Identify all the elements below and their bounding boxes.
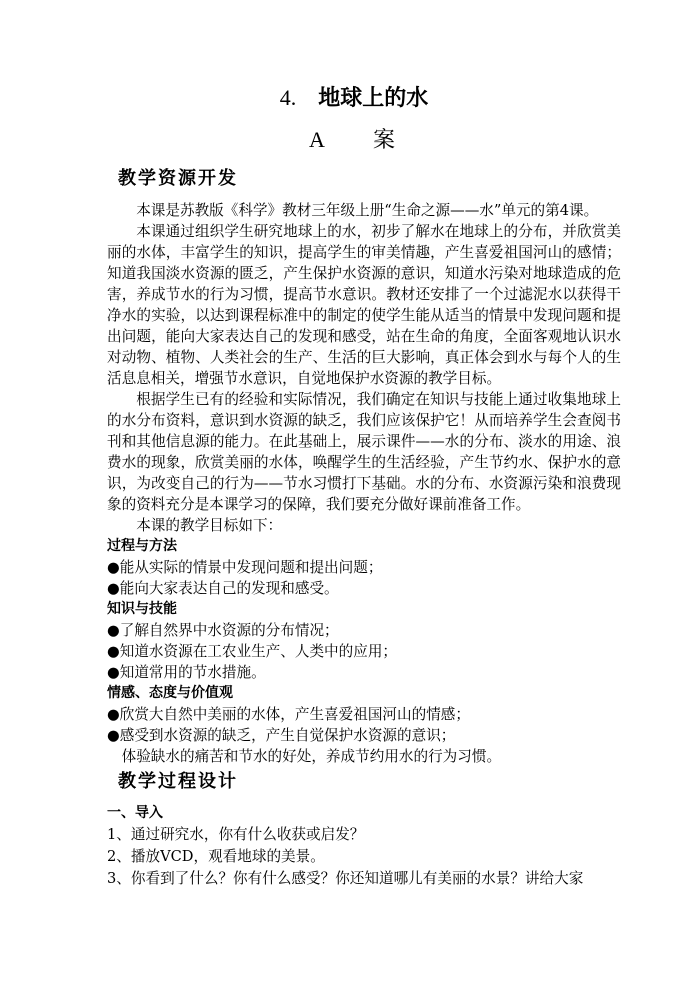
goal-heading: 过程与方法 [107, 538, 177, 554]
section-body-resources [107, 200, 621, 767]
step-item: 2、播放VCD，观看地球的美景。 [107, 848, 325, 865]
plan-letter: A [309, 127, 325, 152]
lesson-number: 4. [279, 85, 297, 110]
paragraph: 本课的教学目标如下： [136, 517, 283, 534]
goal-item: ●了解自然界中水资源的分布情况； [107, 622, 339, 639]
goal-heading: 知识与技能 [107, 601, 177, 617]
section-heading-resources: 教学资源开发 [118, 168, 238, 189]
step-item: 1、通过研究水，你有什么收获或启发？ [107, 826, 365, 843]
plan-label [0, 126, 696, 155]
paragraph: 本课是苏教版《科学》教材三年级上册“生命之源——水”单元的第4课。 [136, 202, 599, 219]
lesson-title-text: 地球上的水 [318, 86, 429, 111]
goal-item: 体验缺水的痛苦和节水的好处，养成节约用水的行为习惯。 [121, 748, 502, 765]
plan-word: 案 [372, 128, 395, 153]
goal-item: ●能向大家表达自己的发现和感受。 [107, 580, 339, 597]
goal-item: ●能从实际的情景中发现问题和提出问题； [107, 559, 383, 576]
goal-item: ●知道常用的节水措施。 [107, 664, 266, 681]
lesson-title [0, 84, 696, 113]
part-heading: 一、导入 [107, 805, 163, 821]
section-body-process [107, 803, 621, 890]
goal-item: ●知道水资源在工农业生产、人类中的应用； [107, 643, 398, 660]
step-item: 3、你看到了什么？你有什么感受？你还知道哪儿有美丽的水景？讲给大家 [107, 870, 584, 887]
paragraph: 本课通过组织学生研究地球上的水，初步了解水在地球上的分布，并欣赏美丽的水体，丰富学生的知识，提高学生的审美情趣，产生喜爱祖国河山的感情；知道我国淡水资源的匮乏，产生保护水资源的意识，知道水污染对地球造成的危害，养成节水的行为习惯，提高节水意识。教材还安排了一个过滤泥水以获得干净水的实验，以达到课程标准中的制定的使学生能从适当的情景中发现问题和提出问题，能向大家表达自己的发现和感受，站在生命的角度，全面客观地认识水对动物、植物、人类社会的生产、生活的巨大影响，真正体会到水与每个人的生活息息相关，增强节水意识，自觉地保护水资源的教学目标。 [107, 223, 621, 387]
paragraph: 根据学生已有的经验和实际情况，我们确定在知识与技能上通过收集地球上的水分布资料，意识到水资源的缺乏，我们应该保护它！从而培养学生会查阅书刊和其他信息源的能力。在此基础上，展示课件——水的分布、淡水的用途、浪费水的现象，欣赏美丽的水体，唤醒学生的生活经验，产生节约水、保护水的意识，为改变自己的行为——节水习惯打下基础。水的分布、水资源污染和浪费现象的资料充分是本课学习的保障，我们要充分做好课前准备工作。 [107, 391, 621, 513]
goal-item: ●感受到水资源的缺乏，产生自觉保护水资源的意识； [107, 727, 456, 744]
goal-item: ●欣赏大自然中美丽的水体，产生喜爱祖国河山的情感； [107, 706, 470, 723]
goal-heading: 情感、态度与价值观 [107, 685, 233, 701]
section-heading-process: 教学过程设计 [118, 771, 238, 792]
